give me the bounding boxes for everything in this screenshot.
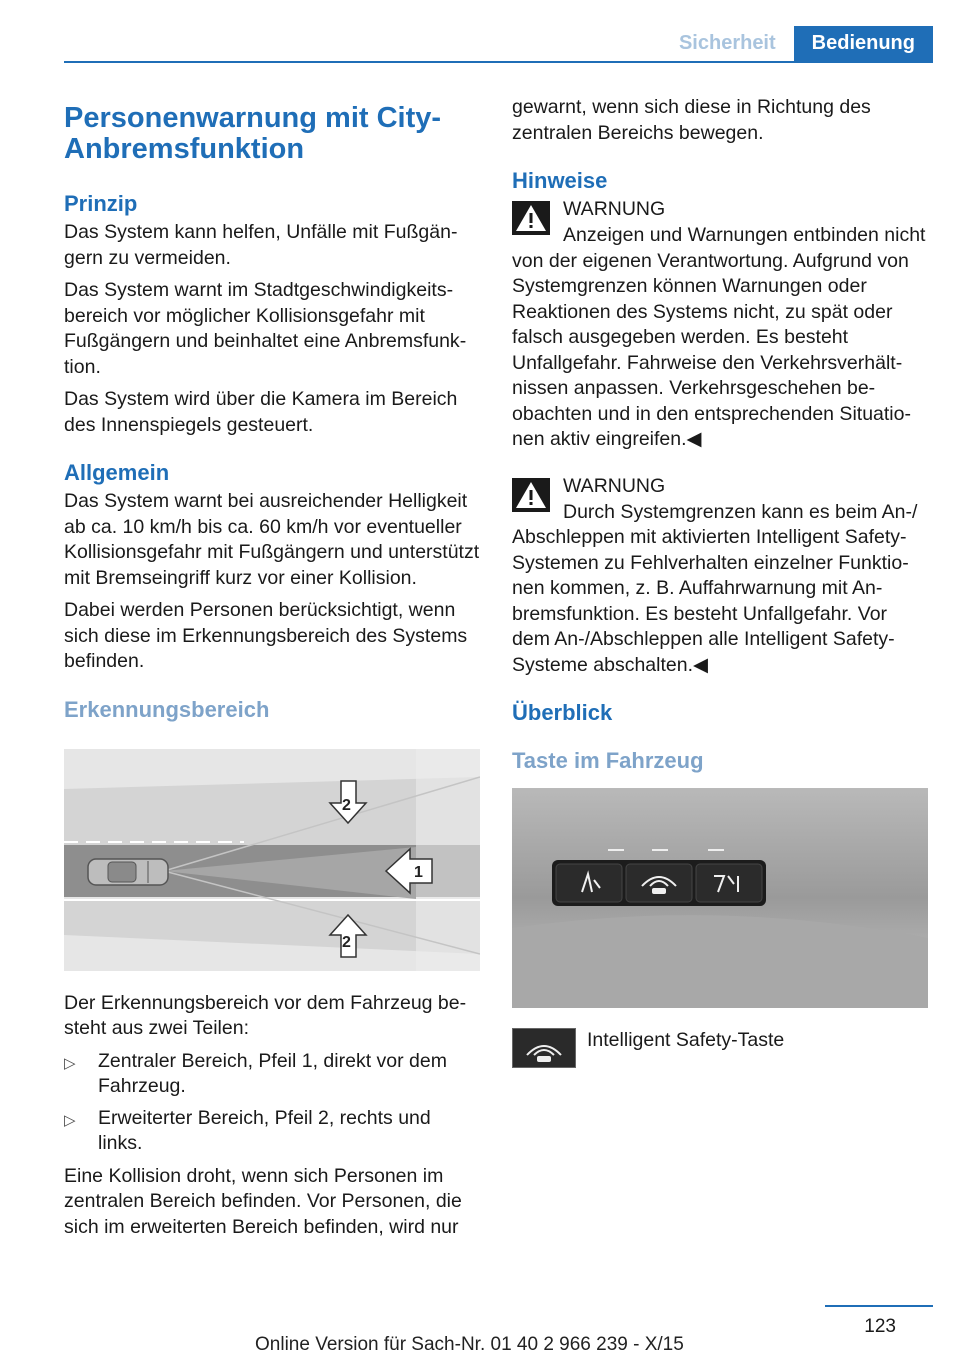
bullet-triangle-icon: ▷ bbox=[64, 1054, 76, 1072]
section-prinzip bbox=[64, 191, 480, 438]
warning-triangle-icon bbox=[512, 478, 550, 512]
warning-block-2 bbox=[512, 474, 928, 679]
footer-online-version: Online Version für Sach-Nr. 01 40 2 966 239 - X/15 bbox=[255, 1334, 684, 1355]
allgemein-paragraph-2: Dabei werden Personen berücksichtigt, wenn sich diese im Erkennungsbereich des Systems befinden. bbox=[64, 599, 468, 672]
prinzip-paragraph-2: Das System warnt im Stadtgeschwindigkeitsbereich vor möglicher Kollisionsgefahr mit Fußgängern und beinhaltet eine Anbremsfunktion. bbox=[64, 279, 467, 378]
section-hinweise bbox=[512, 168, 928, 678]
taste-label: Intelligent Safety-Taste bbox=[587, 1029, 785, 1051]
car-icon bbox=[88, 859, 168, 885]
prinzip-paragraph-3: Das System wird über die Kamera im Bereich des Innenspiegels gesteuert. bbox=[64, 388, 458, 436]
button-group bbox=[552, 860, 766, 906]
page-title-line1: Personenwarnung mit City- bbox=[64, 102, 442, 134]
heading-allgemein: Allgemein bbox=[64, 460, 170, 485]
heading-taste-im-fahrzeug: Taste im Fahrzeug bbox=[512, 748, 704, 773]
right-column bbox=[512, 95, 928, 1072]
warning-title: WARNUNG bbox=[563, 198, 666, 220]
erkennung-paragraph-2: Eine Kollision droht, wenn sich Personen im zentralen Bereich befinden. Vor Personen, die sich im erweiterten Bereich befinden, wird nur bbox=[64, 1164, 462, 1238]
heading-hinweise: Hinweise bbox=[512, 168, 608, 193]
tab-bedienung[interactable]: Bedienung bbox=[794, 26, 933, 62]
bullet-triangle-icon: ▷ bbox=[64, 1111, 76, 1129]
heading-ueberblick: Überblick bbox=[512, 700, 613, 725]
heading-prinzip: Prinzip bbox=[64, 191, 138, 216]
bullet-text: Erweiterter Bereich, Pfeil 2, rechts und links. bbox=[98, 1106, 431, 1154]
list-item bbox=[64, 1106, 480, 1157]
section-ueberblick bbox=[512, 700, 928, 1072]
arrow-1-label: 1 bbox=[414, 863, 423, 881]
warning-title: WARNUNG bbox=[563, 474, 666, 497]
intelligent-safety-button-icon bbox=[512, 1028, 576, 1068]
detection-area-figure bbox=[64, 749, 480, 971]
tab-sicherheit[interactable]: Sicherheit bbox=[678, 32, 776, 54]
header-rule bbox=[64, 61, 933, 63]
page-title-line2: Anbremsfunktion bbox=[64, 133, 305, 165]
section-erkennungsbereich bbox=[64, 697, 480, 1241]
continued-paragraph: gewarnt, wenn sich diese in Richtung des zentralen Bereichs bewegen. bbox=[512, 96, 871, 144]
heading-erkennungsbereich: Erkennungsbereich bbox=[64, 696, 270, 722]
warning-block-1 bbox=[512, 197, 928, 453]
page-number-rule bbox=[825, 1305, 933, 1307]
erkennung-bullet-list bbox=[64, 1049, 480, 1157]
bullet-text: Zentraler Bereich, Pfeil 1, direkt vor dem Fahrzeug. bbox=[98, 1049, 447, 1097]
page-title bbox=[64, 103, 480, 165]
page-number: 123 bbox=[864, 1316, 896, 1337]
arrow-2-top-label: 2 bbox=[342, 796, 351, 814]
warning-triangle-icon bbox=[512, 201, 550, 235]
warning-text: Anzeigen und Warnungen entbinden nicht von der eigenen Verantwortung. Aufgrund von Systemgrenzen können Warnungen oder Reaktionen des Systems nicht, zu spät oder falsch ausgegeben werden. Es besteht Unfallgefahr. Fahrweise den Verkehrsverhältnissen anpassen. Verkehrsgeschehen beobachten und in den entsprechenden Situationen aktiv eingreifen.◀ bbox=[512, 224, 926, 450]
erkennung-paragraph-1: Der Erkennungsbereich vor dem Fahrzeug besteht aus zwei Teilen: bbox=[64, 991, 467, 1039]
section-tabs bbox=[661, 26, 933, 62]
allgemein-paragraph-1: Das System warnt bei ausreichender Helligkeit ab ca. 10 km/h bis ca. 60 km/h vor eventueller Kollisionsgefahr mit Fußgängern und unterstützt mit Bremseingriff kurz vor einer Kollision. bbox=[64, 490, 480, 589]
left-column bbox=[64, 95, 480, 1247]
section-allgemein bbox=[64, 460, 480, 675]
taste-legend bbox=[512, 1028, 928, 1072]
warning-text: Durch Systemgrenzen kann es beim An-/ Abschleppen mit aktivierten Intelligent Safety-Systemen zu Fehlverhalten einzelner Funktionen kommen, z. B. Auffahrwarnung mit Anbremsfunktion. Es besteht Unfallgefahr. Vor dem An-/Abschleppen alle Intelligent Safety-Systeme abschalten.◀ bbox=[512, 500, 918, 676]
vehicle-button-photo bbox=[512, 788, 928, 1008]
arrow-2-bottom-label: 2 bbox=[342, 933, 351, 951]
list-item bbox=[64, 1049, 480, 1100]
prinzip-paragraph-1: Das System kann helfen, Unfälle mit Fußgängern zu vermeiden. bbox=[64, 221, 458, 269]
